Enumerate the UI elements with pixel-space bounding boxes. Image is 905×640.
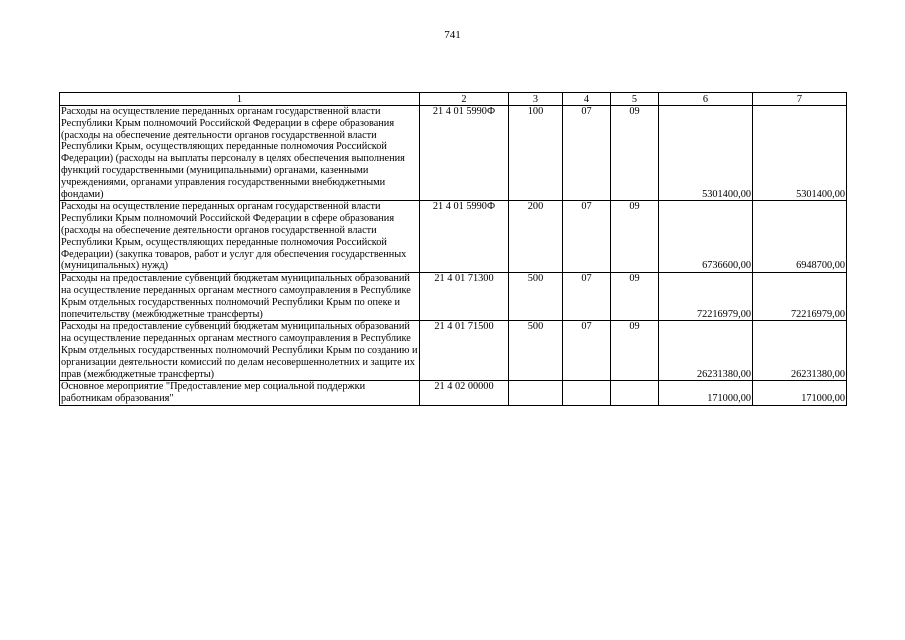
row-code: 21 4 01 5990Ф — [420, 201, 509, 273]
row-code: 21 4 01 71300 — [420, 273, 509, 321]
header-cell-3: 3 — [509, 93, 563, 106]
header-cell-1: 1 — [60, 93, 420, 106]
row-amount-6: 72216979,00 — [659, 273, 753, 321]
row-col5: 09 — [611, 321, 659, 381]
row-code: 21 4 01 5990Ф — [420, 106, 509, 201]
row-amount-7: 26231380,00 — [753, 321, 847, 381]
row-amount-6: 171000,00 — [659, 381, 753, 406]
row-col3: 500 — [509, 321, 563, 381]
row-col4 — [563, 381, 611, 406]
row-col4: 07 — [563, 273, 611, 321]
row-amount-7: 5301400,00 — [753, 106, 847, 201]
row-col4: 07 — [563, 321, 611, 381]
row-amount-6: 6736600,00 — [659, 201, 753, 273]
header-cell-6: 6 — [659, 93, 753, 106]
table-row — [60, 201, 847, 273]
row-col3: 500 — [509, 273, 563, 321]
row-amount-7: 72216979,00 — [753, 273, 847, 321]
row-code: 21 4 02 00000 — [420, 381, 509, 406]
table-header-row — [60, 93, 847, 106]
row-col3: 200 — [509, 201, 563, 273]
row-amount-7: 171000,00 — [753, 381, 847, 406]
row-col5: 09 — [611, 106, 659, 201]
row-amount-6: 26231380,00 — [659, 321, 753, 381]
row-code: 21 4 01 71500 — [420, 321, 509, 381]
row-description: Расходы на осуществление переданных органам государственной власти Республики Крым полномочий Российской Федерации в сфере образования (расходы на обеспечение деятельности органов государственной власти Республики Крым, осуществляющих переданные полномочия Российской Федерации) (закупка товаров, работ и услуг для обеспечения государственных (муниципальных) нужд) — [60, 201, 420, 273]
row-col5 — [611, 381, 659, 406]
row-col3 — [509, 381, 563, 406]
page-number: 741 — [444, 29, 461, 41]
row-col5: 09 — [611, 273, 659, 321]
header-cell-5: 5 — [611, 93, 659, 106]
table-row — [60, 106, 847, 201]
row-description: Основное мероприятие "Предоставление мер социальной поддержки работникам образования" — [60, 381, 420, 406]
header-cell-7: 7 — [753, 93, 847, 106]
table-row — [60, 273, 847, 321]
row-description: Расходы на предоставление субвенций бюджетам муниципальных образований на осуществление переданных органам местного самоуправления в Республике Крым отдельных государственных полномочий Республики Крым по созданию и организации деятельности комиссий по делам несовершеннолетних и защите их прав (межбюджетные трансферты) — [61, 321, 418, 380]
budget-table — [59, 92, 847, 406]
header-cell-4: 4 — [563, 93, 611, 106]
row-col3: 100 — [509, 106, 563, 201]
row-col4: 07 — [563, 106, 611, 201]
row-col4: 07 — [563, 201, 611, 273]
row-description: Расходы на предоставление субвенций бюджетам муниципальных образований на осуществление переданных органам местного самоуправления в Республике Крым отдельных государственных полномочий Республики Крым по опеке и попечительству (межбюджетные трансферты) — [60, 273, 420, 321]
row-description: Расходы на осуществление переданных органам государственной власти Республики Крым полномочий Российской Федерации в сфере образования (расходы на обеспечение деятельности органов государственной власти Республики Крым, осуществляющих переданные полномочия Российской Федерации) (расходы на выплаты персоналу в целях обеспечения выполнения функций государственными (муниципальными) органами, казенными учреждениями, органами управления государственными внебюджетными фондами) — [60, 106, 420, 201]
table-row — [60, 321, 847, 381]
row-col5: 09 — [611, 201, 659, 273]
row-amount-6: 5301400,00 — [659, 106, 753, 201]
table-row — [60, 381, 847, 406]
header-cell-2: 2 — [420, 93, 509, 106]
row-amount-7: 6948700,00 — [753, 201, 847, 273]
